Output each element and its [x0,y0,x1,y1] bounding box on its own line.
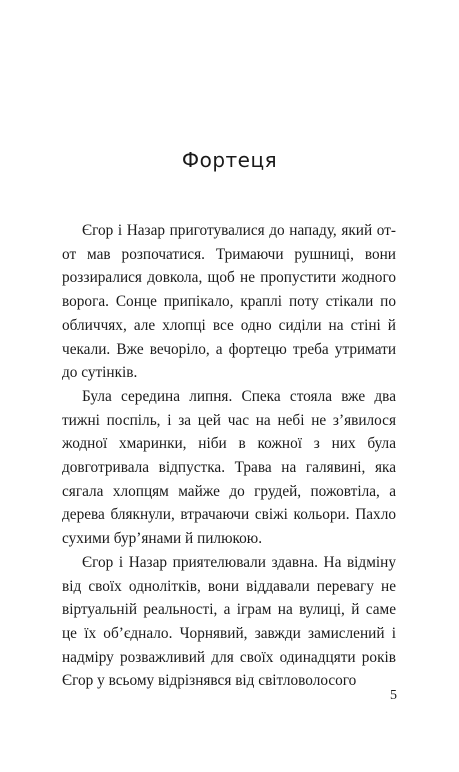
paragraph: Єгор і Назар приятелювали здавна. На відміну від своїх однолітків, вони віддавали перевагу не віртуальній реальності, а іграм на вулиці, й саме це їх об’єднало. Чорнявий, завжди замислений і надміру розважливий для своїх одинадцяти років Єгор у всьому відрізнявся від світловолосого [62,553,396,690]
chapter-title: Фортеця [181,148,278,172]
paragraph: Була середина липня. Спека стояла вже два тижні поспіль, і за цей час на небі не з’явилося жодної хмаринки, ніби в кожної з них була довготривала відпустка. Трава на галявині, яка сягала хлопцям майже до грудей, пожовтіла, а дерева блякнули, втрачаючи свіжі кольори. Пахло сухими бур’янами й пилюкою. [62,387,396,548]
chapter-body [62,219,396,693]
page-number: 5 [390,688,397,703]
paragraph: Єгор і Назар приготувалися до нападу, який от-от мав розпочатися. Тримаючи рушниці, вони роззиралися довкола, щоб не пропустити жодного ворога. Сонце припікало, краплі поту стікали по обличчях, але хлопці все одно сиділи на стіні й чекали. Вже вечоріло, а фортецю треба утримати до сутінків. [62,222,396,382]
